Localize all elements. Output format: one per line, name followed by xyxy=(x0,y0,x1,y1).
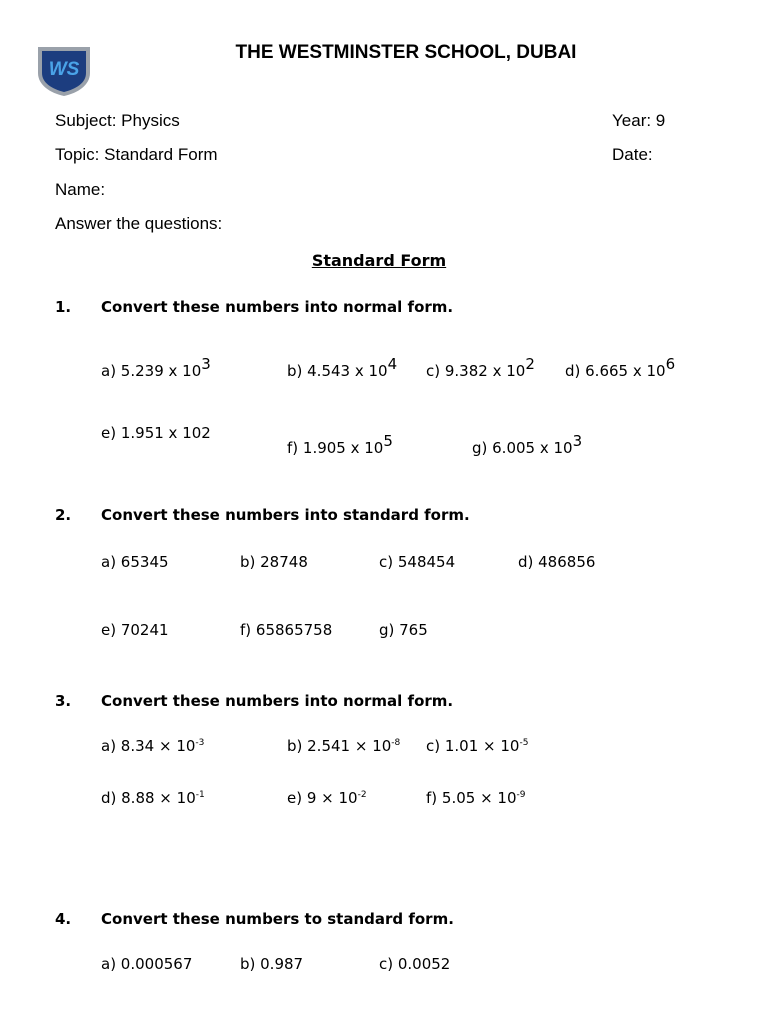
school-name: THE WESTMINSTER SCHOOL, DUBAI xyxy=(235,42,577,63)
worksheet-title: Standard Form xyxy=(311,251,447,270)
q3-item-b: b) $2.541 \times 10^{-8}$ xyxy=(287,737,401,755)
q1-text: Convert these numbers into normal form. xyxy=(101,298,454,316)
q3-text: Convert these numbers into normal form. xyxy=(101,692,454,710)
q2-item-b: b) 28748 xyxy=(240,553,308,571)
q2-number: 2. xyxy=(55,506,72,524)
q2-item-g: g) 765 xyxy=(379,621,428,639)
q2-item-e: e) 70241 xyxy=(101,621,169,639)
q4-item-c: c) 0.0052 xyxy=(379,955,451,973)
q1-item-g: g) 6.005 x $10^3$ xyxy=(472,432,583,457)
q3-item-c: c) $1.01 \times 10^{-5}$ xyxy=(426,737,529,755)
logo-text: WS xyxy=(48,59,80,80)
q1-item-f: f) 1.905 x $10^5$ xyxy=(287,432,393,457)
q2-item-c: c) 548454 xyxy=(379,553,456,571)
q4-text: Convert these numbers to standard form. xyxy=(101,910,454,928)
q1-item-d: d) 6.665 x $10^6$ xyxy=(565,355,676,380)
q3-item-a: a) $8.34 \times 10^{-3}$ xyxy=(101,737,205,755)
q3-item-f: f) $5.05 \times 10^{-9}$ xyxy=(426,789,526,807)
q2-text: Convert these numbers into standard form. xyxy=(101,506,470,524)
subject-label: Subject: Physics xyxy=(55,111,180,130)
topic-label: Topic: Standard Form xyxy=(55,145,218,164)
q1-item-c: c) 9.382 x $10^2$ xyxy=(426,355,535,380)
instructions: Answer the questions: xyxy=(55,214,223,233)
q2-item-a: a) 65345 xyxy=(101,553,169,571)
q4-number: 4. xyxy=(55,910,72,928)
q3-item-d: d) $8.88 \times 10^{-1}$ xyxy=(101,789,205,807)
q2-item-f: f) 65865758 xyxy=(240,621,333,639)
q1-item-e: e) 1.951 x 102 xyxy=(101,424,211,442)
q3-number: 3. xyxy=(55,692,72,710)
q2-item-d: d) 486856 xyxy=(518,553,596,571)
q1-item-a: a) 5.239 x $10^3$ xyxy=(101,355,211,380)
q4-item-b: b) 0.987 xyxy=(240,955,304,973)
q1-item-b: b) 4.543 x $10^4$ xyxy=(287,355,398,380)
year-label: Year: 9 xyxy=(612,111,666,130)
q1-number: 1. xyxy=(55,298,72,316)
name-label: Name: xyxy=(55,180,106,199)
q3-item-e: e) $9 \times 10^{-2}$ xyxy=(287,789,367,807)
q4-item-a: a) 0.000567 xyxy=(101,955,193,973)
date-label: Date: xyxy=(612,145,653,164)
